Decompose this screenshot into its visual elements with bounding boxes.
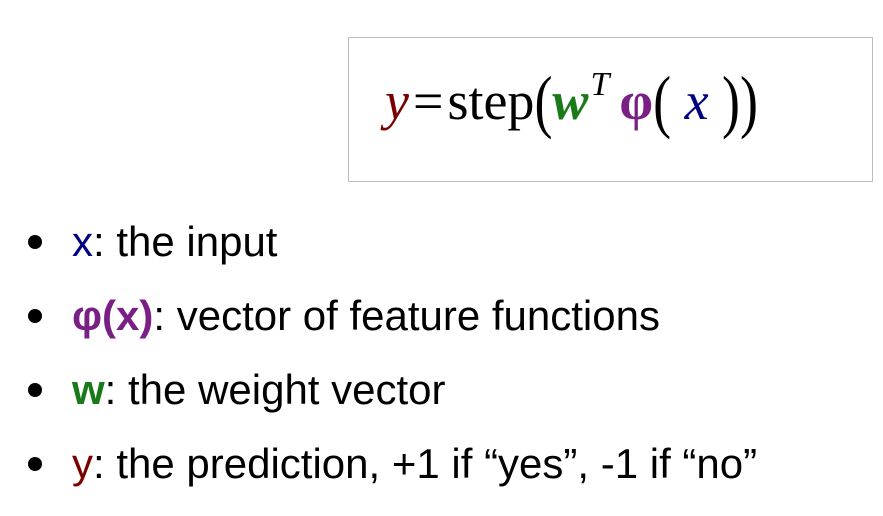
definition-w: : the weight vector <box>104 366 446 413</box>
formula-phi: φ <box>619 71 654 131</box>
formula-w: w <box>552 71 589 131</box>
bullet-dot <box>28 457 42 471</box>
formula-y: y <box>385 71 409 131</box>
definition-phi: : vector of feature functions <box>153 292 660 339</box>
term-x: x <box>72 218 93 265</box>
term-w: w <box>72 366 105 413</box>
list-item-w <box>28 365 757 439</box>
formula-step: step <box>447 71 535 131</box>
formula-close-paren: ) <box>740 62 758 140</box>
bullet-dot <box>28 235 42 249</box>
definition-y: : the prediction, +1 if “yes”, -1 if “no” <box>93 440 758 487</box>
formula-open-paren: ( <box>534 62 553 140</box>
formula-transpose: T <box>590 66 610 103</box>
definition-x: : the input <box>93 218 278 265</box>
bullet-dot <box>28 309 42 323</box>
formula-close-paren-inner: ) <box>722 62 741 140</box>
list-item-x <box>28 217 757 291</box>
list-item-phi <box>28 291 757 365</box>
bullet-dot <box>28 383 42 397</box>
term-phi: φ(x) <box>72 292 154 339</box>
formula-open-paren-inner: ( <box>653 62 672 140</box>
formula-box <box>348 37 873 182</box>
formula-equals: = <box>412 71 444 131</box>
list-item-y <box>28 439 757 513</box>
perceptron-formula <box>385 62 758 140</box>
definition-list <box>28 217 757 513</box>
term-y: y <box>72 440 93 487</box>
formula-x: x <box>684 71 709 131</box>
